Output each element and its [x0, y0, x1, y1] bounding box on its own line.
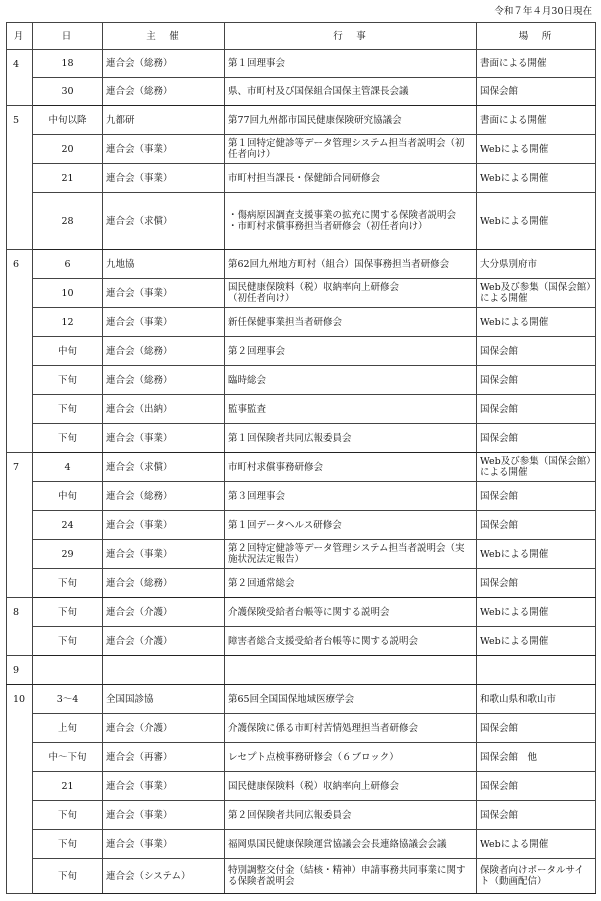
- day-cell-text: 30: [61, 86, 74, 97]
- event-cell-text: 障害者総合支援受給者台帳等に関する説明会: [228, 635, 419, 647]
- event-cell-text: 第77回九州都市国民健康保険研究協議会: [228, 114, 402, 126]
- place-cell: [477, 78, 596, 106]
- header-day: 日: [33, 23, 103, 50]
- day-cell: [33, 50, 103, 78]
- table-row: [7, 250, 596, 279]
- place-cell: [477, 540, 596, 569]
- organizer-cell: [103, 714, 225, 743]
- organizer-cell: [103, 540, 225, 569]
- place-cell-text: 国保会館: [480, 345, 519, 357]
- event-cell: [225, 627, 477, 656]
- table-row: [7, 540, 596, 569]
- place-cell-text: 大分県別府市: [480, 258, 538, 270]
- place-cell: [477, 279, 596, 308]
- month-cell: 8: [7, 598, 33, 656]
- place-cell-text: Webによる開催: [480, 143, 549, 155]
- event-cell: [225, 193, 477, 250]
- organizer-cell-text: 連合会（再審）: [106, 751, 173, 763]
- day-cell-text: 下旬: [57, 635, 77, 647]
- as-of-date: 令和７年４月30日現在: [494, 6, 592, 17]
- event-cell: [225, 743, 477, 772]
- header-event: 行 事: [225, 23, 477, 50]
- table-row: [7, 135, 596, 164]
- organizer-cell-text: 連合会（事業）: [106, 548, 173, 560]
- day-cell-text: 下旬: [57, 838, 77, 850]
- day-cell-text: 4: [64, 461, 71, 473]
- organizer-cell-text: 連合会（出納）: [106, 403, 173, 415]
- table-row: [7, 50, 596, 78]
- event-cell: [225, 366, 477, 395]
- day-cell-text: 中～下旬: [48, 751, 87, 763]
- event-cell: [225, 656, 477, 685]
- event-cell-text: 新任保健事業担当者研修会: [228, 316, 343, 328]
- month-cell: 4: [7, 50, 33, 106]
- day-cell: [33, 164, 103, 193]
- day-cell-text: 3～4: [56, 693, 79, 705]
- header-month: 月: [7, 23, 33, 50]
- place-cell-text: Web及び参集（国保会館）による開催: [480, 456, 591, 478]
- organizer-cell-text: 九都研: [106, 114, 135, 126]
- day-cell: [33, 511, 103, 540]
- organizer-cell: [103, 569, 225, 598]
- day-cell: [33, 685, 103, 714]
- place-cell: [477, 569, 596, 598]
- day-cell-text: 中旬以降: [48, 114, 87, 126]
- event-cell-text: 第65回全国国保地域医療学会: [228, 693, 355, 705]
- place-cell: [477, 106, 596, 135]
- organizer-cell-text: 連合会（事業）: [106, 432, 173, 444]
- month-cell: 10: [7, 685, 33, 894]
- table-row: [7, 279, 596, 308]
- day-cell: [33, 627, 103, 656]
- place-cell: [477, 627, 596, 656]
- organizer-cell: [103, 308, 225, 337]
- organizer-cell: [103, 395, 225, 424]
- day-cell: [33, 424, 103, 453]
- place-cell: [477, 395, 596, 424]
- table-row: [7, 627, 596, 656]
- header-organizer: 主 催: [103, 23, 225, 50]
- place-cell-text: 国保会館: [480, 722, 519, 734]
- table-row: [7, 714, 596, 743]
- organizer-cell: [103, 627, 225, 656]
- event-cell-text: 市町村担当課長・保健師合同研修会: [228, 172, 381, 184]
- day-cell-text: 21: [61, 780, 74, 792]
- place-cell-text: 保険者向けポータルサイト（動画配信）: [480, 865, 584, 887]
- place-cell: [477, 714, 596, 743]
- event-cell-text: 第３回理事会: [228, 490, 286, 502]
- table-row: [7, 859, 596, 894]
- organizer-cell-text: 連合会（介護）: [106, 606, 173, 618]
- table-row: [7, 685, 596, 714]
- header-place: 場 所: [477, 23, 596, 50]
- organizer-cell-text: 連合会（求償）: [106, 215, 173, 227]
- place-cell-text: 国保会館: [480, 780, 519, 792]
- organizer-cell: [103, 511, 225, 540]
- place-cell: [477, 598, 596, 627]
- day-cell: [33, 830, 103, 859]
- place-cell: [477, 511, 596, 540]
- day-cell-text: 20: [61, 143, 74, 155]
- place-cell-text: Webによる開催: [480, 606, 549, 618]
- place-cell-text: 国保会館: [480, 403, 519, 415]
- organizer-cell-text: 連合会（事業）: [106, 172, 173, 184]
- place-cell: [477, 743, 596, 772]
- event-cell-text: 国民健康保険料（税）収納率向上研修会 （初任者向け）: [228, 282, 400, 304]
- place-cell: [477, 772, 596, 801]
- event-cell: [225, 453, 477, 482]
- day-cell: [33, 569, 103, 598]
- organizer-cell: [103, 337, 225, 366]
- table-row: [7, 772, 596, 801]
- place-cell: [477, 193, 596, 250]
- event-cell-text: 国民健康保険料（税）収納率向上研修会: [228, 780, 400, 792]
- organizer-cell: [103, 743, 225, 772]
- day-cell: [33, 395, 103, 424]
- event-cell: [225, 482, 477, 511]
- day-cell-text: 上旬: [57, 722, 77, 734]
- organizer-cell: [103, 164, 225, 193]
- organizer-cell: [103, 656, 225, 685]
- day-cell-text: 下旬: [57, 403, 77, 415]
- organizer-cell: [103, 279, 225, 308]
- day-cell: [33, 482, 103, 511]
- table-row: [7, 337, 596, 366]
- day-cell-text: 中旬: [57, 490, 77, 502]
- event-cell: [225, 424, 477, 453]
- day-cell-text: 下旬: [57, 432, 77, 444]
- event-cell: [225, 511, 477, 540]
- place-cell: [477, 250, 596, 279]
- event-cell: [225, 395, 477, 424]
- table-row: [7, 395, 596, 424]
- organizer-cell-text: 連合会（総務）: [106, 86, 173, 97]
- organizer-cell-text: 連合会（事業）: [106, 287, 173, 299]
- place-cell-text: 国保会館: [480, 519, 519, 531]
- place-cell-text: 国保会館: [480, 809, 519, 821]
- place-cell-text: Webによる開催: [480, 215, 549, 227]
- event-cell: [225, 250, 477, 279]
- organizer-cell-text: 連合会（事業）: [106, 838, 173, 850]
- place-cell: [477, 830, 596, 859]
- event-cell: [225, 685, 477, 714]
- month-cell: 9: [7, 656, 33, 685]
- organizer-cell-text: 連合会（事業）: [106, 519, 173, 531]
- day-cell-text: 29: [61, 548, 74, 560]
- organizer-cell-text: 九地協: [106, 258, 135, 270]
- event-cell-text: 第１回特定健診等データ管理システム担当者説明会（初任者向け）: [228, 138, 465, 160]
- organizer-cell: [103, 859, 225, 894]
- day-cell: [33, 308, 103, 337]
- day-cell: [33, 337, 103, 366]
- organizer-cell-text: 連合会（総務）: [106, 58, 173, 69]
- day-cell: [33, 859, 103, 894]
- event-cell-text: 県、市町村及び国保組合国保主管課長会議: [228, 86, 409, 97]
- event-cell: [225, 772, 477, 801]
- day-cell: [33, 135, 103, 164]
- table-row: [7, 193, 596, 250]
- event-cell: [225, 164, 477, 193]
- organizer-cell: [103, 106, 225, 135]
- event-cell: [225, 569, 477, 598]
- place-cell-text: Webによる開催: [480, 635, 549, 647]
- event-cell: [225, 279, 477, 308]
- event-cell-text: 第２回保険者共同広報委員会: [228, 809, 352, 821]
- event-cell: [225, 308, 477, 337]
- place-cell: [477, 308, 596, 337]
- place-cell-text: 書面による開催: [480, 114, 547, 126]
- event-cell-text: 市町村求償事務研修会: [228, 461, 324, 473]
- place-cell: [477, 685, 596, 714]
- day-cell: [33, 78, 103, 106]
- event-cell: [225, 801, 477, 830]
- table-row: [7, 830, 596, 859]
- place-cell-text: 国保会館: [480, 374, 519, 386]
- place-cell-text: Web及び参集（国保会館）による開催: [480, 282, 591, 304]
- event-cell: [225, 859, 477, 894]
- day-cell: [33, 714, 103, 743]
- organizer-cell: [103, 453, 225, 482]
- organizer-cell-text: 連合会（事業）: [106, 316, 173, 328]
- day-cell-text: 下旬: [57, 374, 77, 386]
- organizer-cell-text: 連合会（事業）: [106, 780, 173, 792]
- organizer-cell-text: 連合会（求償）: [106, 461, 173, 473]
- day-cell: [33, 366, 103, 395]
- day-cell: [33, 598, 103, 627]
- organizer-cell-text: 連合会（総務）: [106, 577, 173, 589]
- day-cell-text: 10: [61, 287, 74, 299]
- organizer-cell: [103, 598, 225, 627]
- table-row: [7, 424, 596, 453]
- event-cell: [225, 540, 477, 569]
- place-cell: [477, 164, 596, 193]
- event-cell-text: 介護保険に係る市町村苦情処理担当者研修会: [228, 722, 419, 734]
- table-row: [7, 106, 596, 135]
- table-row: [7, 656, 596, 685]
- day-cell-text: 18: [61, 58, 74, 69]
- organizer-cell: [103, 50, 225, 78]
- organizer-cell: [103, 366, 225, 395]
- table-row: [7, 366, 596, 395]
- organizer-cell: [103, 801, 225, 830]
- organizer-cell-text: 全国国診協: [106, 693, 154, 705]
- organizer-cell-text: 連合会（総務）: [106, 490, 173, 502]
- day-cell-text: 21: [61, 172, 74, 184]
- table-row: [7, 801, 596, 830]
- day-cell-text: 下旬: [57, 606, 77, 618]
- month-cell: 6: [7, 250, 33, 453]
- organizer-cell-text: 連合会（介護）: [106, 722, 173, 734]
- day-cell: [33, 801, 103, 830]
- day-cell: [33, 656, 103, 685]
- place-cell-text: 国保会館 他: [480, 751, 538, 763]
- organizer-cell: [103, 482, 225, 511]
- place-cell-text: 国保会館: [480, 432, 519, 444]
- event-cell-text: 福岡県国民健康保険運営協議会会長連絡協議会会議: [228, 838, 447, 850]
- event-cell-text: 監事監査: [228, 403, 267, 415]
- event-cell-text: 特別調整交付金（結核・精神）申請事務共同事業に関する保険者説明会: [228, 865, 466, 887]
- place-cell: [477, 801, 596, 830]
- event-cell: [225, 106, 477, 135]
- organizer-cell-text: 連合会（事業）: [106, 143, 173, 155]
- organizer-cell: [103, 250, 225, 279]
- table-row: [7, 743, 596, 772]
- day-cell: [33, 743, 103, 772]
- day-cell-text: 6: [64, 258, 71, 270]
- place-cell: [477, 366, 596, 395]
- event-cell: [225, 135, 477, 164]
- event-cell-text: レセプト点検事務研修会（６ブロック）: [228, 751, 399, 763]
- place-cell-text: 和歌山県和歌山市: [480, 693, 557, 705]
- event-schedule-table: [6, 22, 596, 894]
- day-cell: [33, 453, 103, 482]
- place-cell-text: 国保会館: [480, 86, 519, 97]
- organizer-cell: [103, 135, 225, 164]
- place-cell: [477, 859, 596, 894]
- event-cell: [225, 50, 477, 78]
- place-cell-text: Webによる開催: [480, 172, 549, 184]
- place-cell-text: 国保会館: [480, 577, 519, 589]
- event-cell-text: 第62回九州地方町村（組合）国保事務担当者研修会: [228, 258, 450, 270]
- day-cell-text: 中旬: [57, 345, 77, 357]
- place-cell: [477, 482, 596, 511]
- organizer-cell: [103, 424, 225, 453]
- table-row: [7, 569, 596, 598]
- header-row: [7, 23, 596, 50]
- organizer-cell: [103, 78, 225, 106]
- place-cell: [477, 50, 596, 78]
- day-cell-text: 下旬: [57, 870, 77, 882]
- day-cell-text: 24: [61, 519, 74, 531]
- table-row: [7, 511, 596, 540]
- place-cell-text: Webによる開催: [480, 316, 549, 328]
- day-cell: [33, 106, 103, 135]
- event-cell-text: 第２回理事会: [228, 345, 286, 357]
- place-cell-text: Webによる開催: [480, 838, 549, 850]
- place-cell: [477, 453, 596, 482]
- month-cell: 7: [7, 453, 33, 598]
- event-cell: [225, 830, 477, 859]
- table-row: [7, 453, 596, 482]
- organizer-cell: [103, 685, 225, 714]
- event-cell: [225, 78, 477, 106]
- place-cell-text: 書面による開催: [480, 58, 547, 69]
- day-cell-text: 12: [61, 316, 74, 328]
- table-row: [7, 598, 596, 627]
- event-cell-text: 第１回保険者共同広報委員会: [228, 432, 352, 444]
- organizer-cell-text: 連合会（介護）: [106, 635, 173, 647]
- event-cell-text: 第２回通常総会: [228, 577, 295, 589]
- day-cell-text: 28: [61, 215, 74, 227]
- place-cell: [477, 424, 596, 453]
- day-cell: [33, 279, 103, 308]
- place-cell: [477, 337, 596, 366]
- day-cell-text: 下旬: [57, 577, 77, 589]
- place-cell: [477, 656, 596, 685]
- place-cell-text: Webによる開催: [480, 548, 549, 560]
- organizer-cell-text: 連合会（事業）: [106, 809, 173, 821]
- event-cell-text: 臨時総会: [228, 374, 267, 386]
- month-cell: 5: [7, 106, 33, 250]
- event-cell: [225, 714, 477, 743]
- place-cell-text: 国保会館: [480, 490, 519, 502]
- table-row: [7, 482, 596, 511]
- event-cell: [225, 598, 477, 627]
- organizer-cell: [103, 830, 225, 859]
- day-cell: [33, 772, 103, 801]
- table-row: [7, 308, 596, 337]
- event-cell-text: 第１回理事会: [228, 58, 286, 69]
- day-cell: [33, 540, 103, 569]
- organizer-cell-text: 連合会（総務）: [106, 374, 173, 386]
- event-cell-text: 介護保険受給者台帳等に関する説明会: [228, 606, 390, 618]
- event-cell-text: ・傷病原因調査支援事業の拡充に関する保険者説明会 ・市町村求償事務担当者研修会（初任者向け）: [228, 210, 457, 232]
- place-cell: [477, 135, 596, 164]
- organizer-cell: [103, 193, 225, 250]
- event-cell-text: 第１回データヘルス研修会: [228, 519, 342, 531]
- organizer-cell-text: 連合会（総務）: [106, 345, 173, 357]
- day-cell: [33, 193, 103, 250]
- table-row: [7, 164, 596, 193]
- event-cell-text: 第２回特定健診等データ管理システム担当者説明会（実施状況法定報告）: [228, 543, 465, 565]
- table-row: [7, 78, 596, 106]
- organizer-cell-text: 連合会（システム）: [106, 870, 191, 882]
- day-cell-text: 下旬: [57, 809, 77, 821]
- event-cell: [225, 337, 477, 366]
- organizer-cell: [103, 772, 225, 801]
- day-cell: [33, 250, 103, 279]
